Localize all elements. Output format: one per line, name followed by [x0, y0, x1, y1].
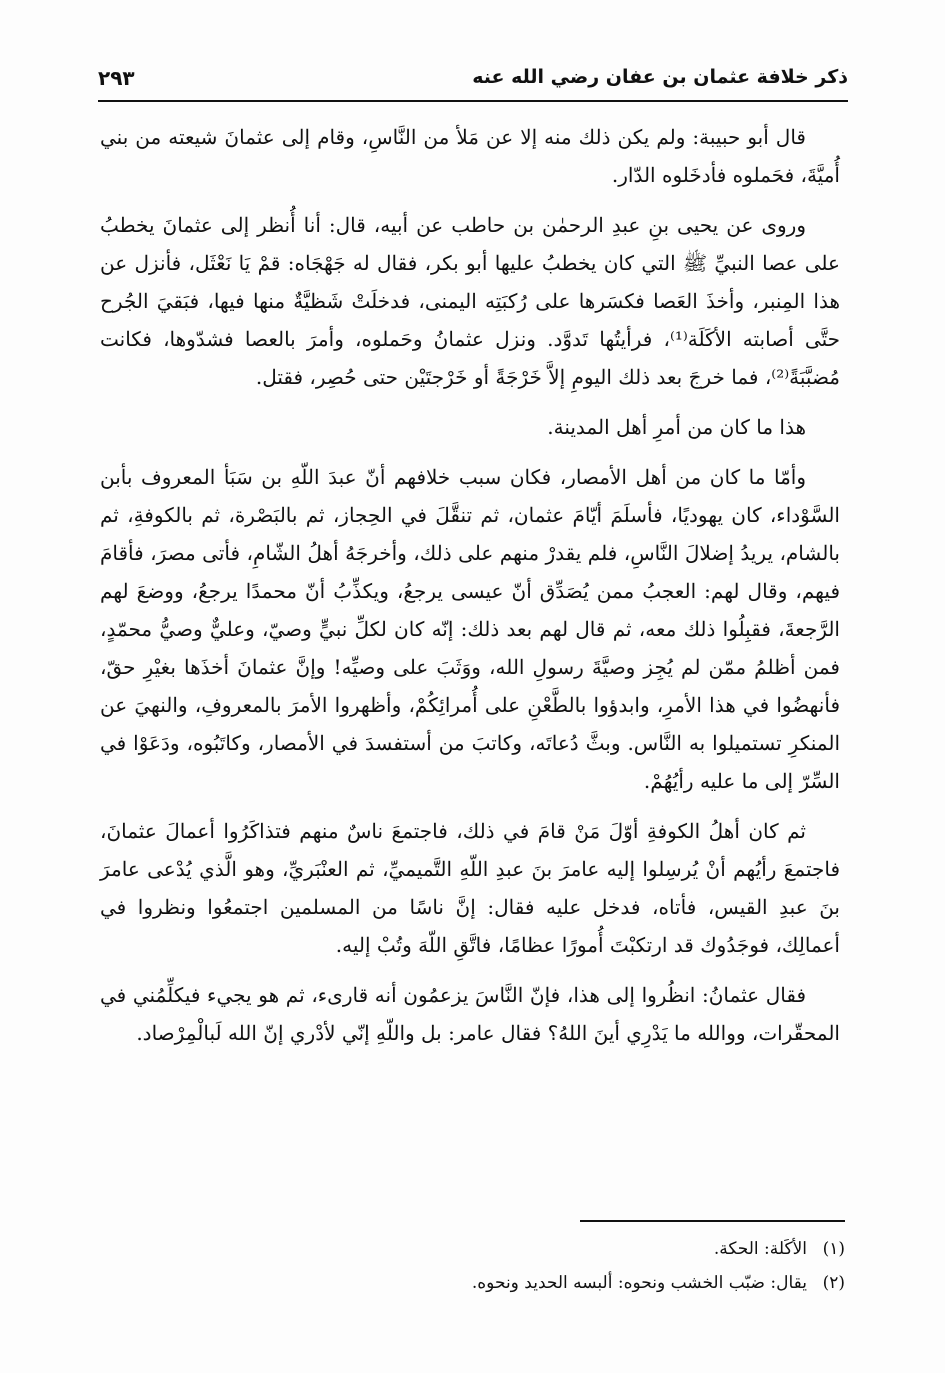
footnote-number: (٢) — [822, 1273, 845, 1293]
footnote-text: يقال: ضبّب الخشب ونحوه: ألبسه الحديد ونحوه. — [471, 1273, 807, 1293]
running-title: ذكر خلافة عثمان بن عفان رضي الله عنه — [472, 66, 848, 88]
paragraph: قال أبو حبيبة: ولم يكن ذلك منه إلا عن مَلأ من النَّاسِ، وقام إلى عثمانَ شيعته من بني أُميَّةَ، فحَملوه فأدخَلوه الدّار. — [100, 125, 840, 187]
footnote-rule — [580, 1220, 845, 1222]
header-rule — [98, 100, 848, 102]
footnote — [100, 1232, 845, 1266]
paragraph: ثم كان أهلُ الكوفةِ أوّلَ مَنْ قامَ في ذلك، فاجتمعَ ناسٌ منهم فتذاكَرُوا أعمالَ عثمانَ، فاجتمعَ رأيُهم أنْ يُرسِلوا إليه عامرَ بنَ عبدِ اللّهِ التَّميميِّ، ثم العنْبَريِّ، وهو الَّذي يُدْعى عامرَ بنَ عبدِ القيس، فأتاه، فدخل عليه فقال: إنَّ ناسًا من المسلمين اجتمعُوا ونظروا في أعمالِك، فوجَدُوك قد ارتكبْتَ أُمورًا عظامًا، فاتَّقِ اللّهَ وتُبْ إليه. — [100, 819, 840, 957]
footnote-text: الأكَلة: الحكة. — [713, 1239, 807, 1259]
paragraph: فقال عثمانُ: انظُروا إلى هذا، فإنّ النَّاسَ يزعمُون أنه قارىء، ثم هو يجيء فيكلِّمُني في المحقّرات، ووالله ما يَدْرِي أينَ اللهُ؟ فقال عامر: بل واللّهِ إنّي لأدْري إنّ الله لَبالْمِرْصاد. — [100, 983, 840, 1045]
paragraph: وأمّا ما كان من أهل الأمصار، فكان سبب خلافهم أنّ عبدَ اللّهِ بن سَبَأ المعروف بأبن السَّوْداء، كان يهوديًا، فأسلَمَ أيّامَ عثمان، ثم تنقَّلَ في الحِجاز، ثم بالبَصْرة، ثم بالكوفةِ، ثم بالشام، يريدُ إضلالَ النَّاسِ، فلم يقدرْ منهم على ذلك، وأخرجَهُ أهلُ الشّامِ، فأتى مصرَ، فأقامَ فيهم، وقال لهم: العجبُ ممن يُصَدِّق أنّ عيسى يرجعُ، ويكذِّبُ أنّ محمدًا يرجعُ، ووضعَ لهم الرَّجعةَ، فقبِلُوا ذلك معه، ثم قال لهم بعد ذلك: إنّه كان لكلِّ نبيٍّ وصيّ، وعليٌّ وصيُّ محمّدٍ، فمن أظلمُ ممّن لم يُجِز وصيَّةَ رسولِ الله، ووَثَبَ على وصيِّه! وإنَّ عثمانَ أخذَها بغيْرِ حقّ، فأنهضُوا في هذا الأمرِ، وابدؤوا بالطَّعْنِ على أُمرائِكُمْ، وأظهروا الأمرَ بالمعروفِ، والنهيَ عن المنكرِ تستميلوا به النَّاس. وبثَّ دُعاتَه، وكاتبَ من أستفسدَ في الأمصار، وكاتَبُوه، ودَعَوْا في السِّرّ إلى ما عليه رأيُهُمْ. — [100, 465, 840, 793]
main-text — [100, 118, 840, 1052]
footnote-number: (١) — [822, 1239, 845, 1259]
footnotes — [100, 1232, 845, 1300]
footnote — [100, 1266, 845, 1300]
page-header — [98, 64, 848, 98]
page-number: ٢٩٣ — [98, 66, 135, 90]
paragraph: هذا ما كان من أمرِ أهل المدينة. — [547, 415, 806, 439]
paragraph: وروى عن يحيى بنِ عبدِ الرحمٰن بن حاطب عن أبيه، قال: أنا أُنظر إلى عثمانَ يخطبُ على عصا النبيِّ ﷺ التي كان يخطبُ عليها أبو بكر، فقال له جَهْجَاه: قمْ يَا نَعْثَل، فأنزل عن هذا المِنبر، وأخذَ العَصا فكسَرها على رُكبَتِه اليمنى، فدخلَتْ شَظيَّةٌ منها فيها، فبَقيَ الجُرح حتَّى أصابته الأكَلَة⁽¹⁾، فرأيتُها تَدوَّد. ونزل عثمانُ وحَملوه، وأمرَ بالعصا فشدّوها، فكانت مُضبَّبَةً⁽²⁾، فما خرجَ بعد ذلك اليومِ إلاَّ خَرْجَةً أو خَرْجتَيْن حتى حُصِر، فقتل. — [100, 213, 840, 389]
